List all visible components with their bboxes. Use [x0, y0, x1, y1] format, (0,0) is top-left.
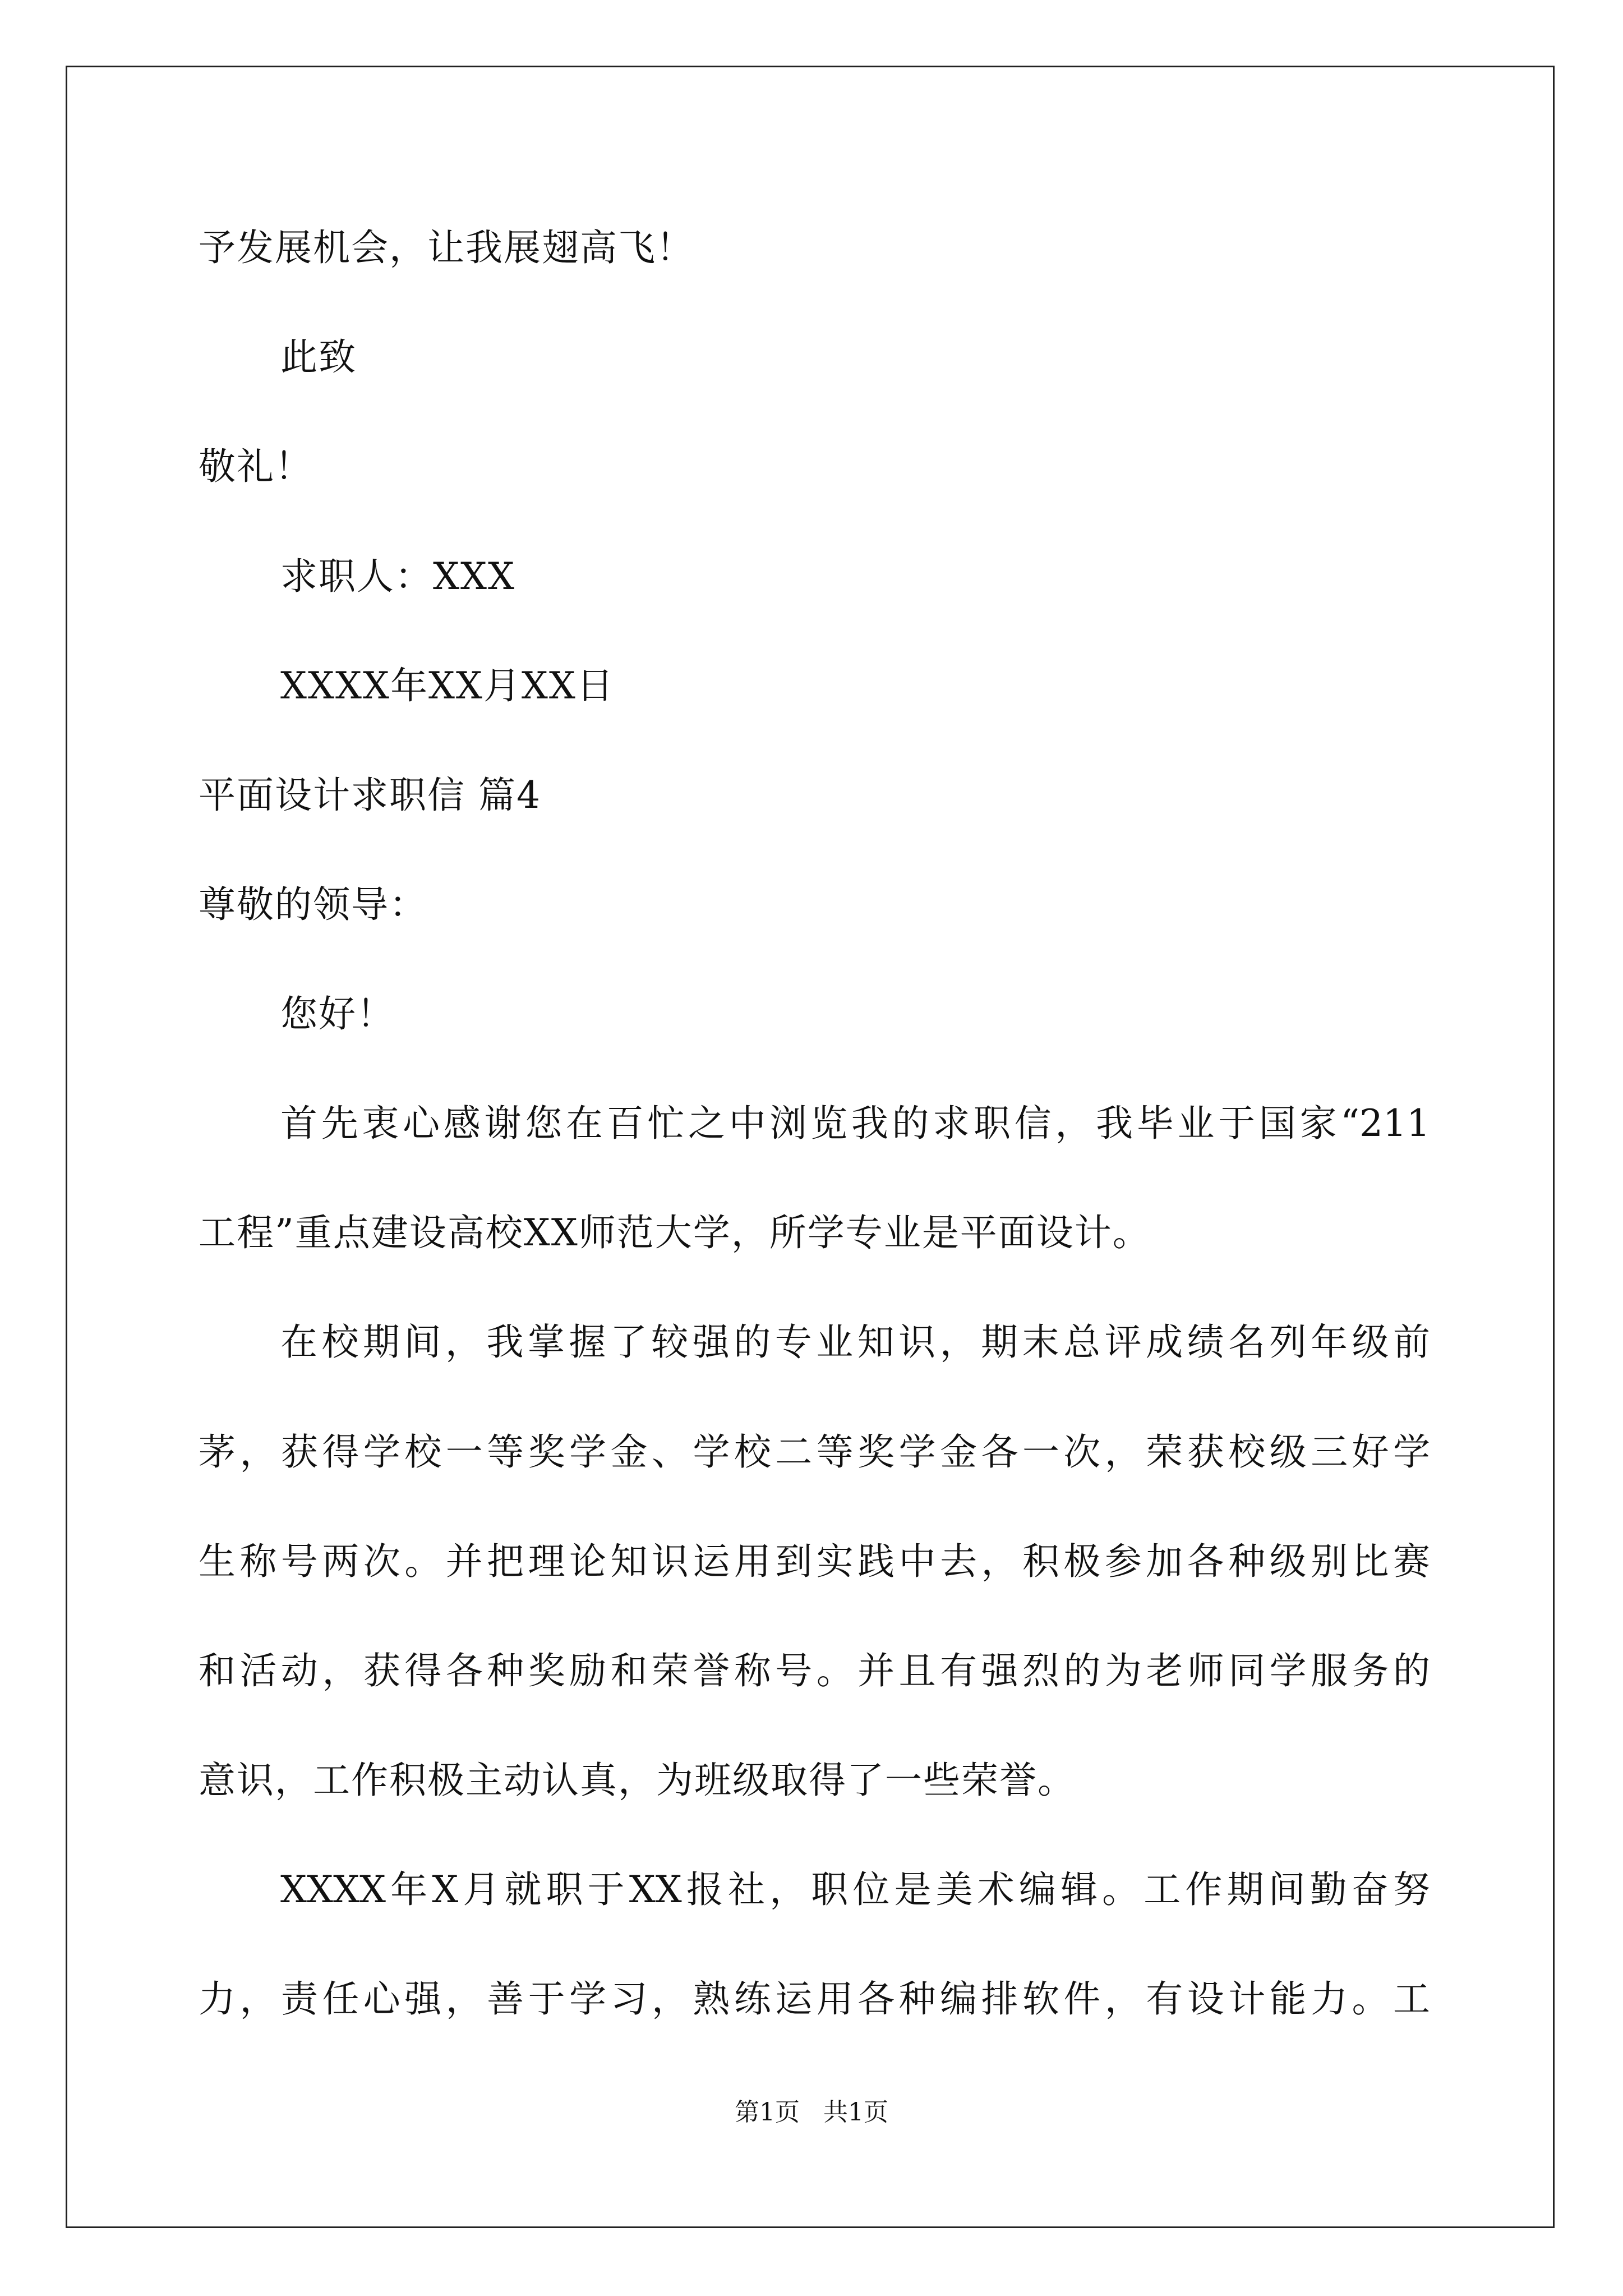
closing-salutation: 此致: [280, 335, 357, 379]
applicant-signature: 求职人：XXX: [280, 555, 515, 598]
section-heading: 平面设计求职信 篇4: [199, 774, 541, 817]
text-line: 力，责任心强，善于学习，熟练运用各种编排软件，有设计能力。工: [199, 1977, 1430, 2021]
closing-regards: 敬礼！: [199, 445, 313, 488]
greeting-hello: 您好！: [280, 992, 395, 1036]
text-line: 予发展机会，让我展翅高飞！: [199, 226, 694, 269]
text-line: 和活动，获得各种奖励和荣誉称号。并且有强烈的为老师同学服务的: [199, 1649, 1430, 1692]
letter-date: XXXX年XX月XX日: [280, 664, 615, 707]
text-line: 生称号两次。并把理论知识运用到实践中去，积极参加各种级别比赛: [199, 1540, 1430, 1583]
text-line: 茅，获得学校一等奖学金、学校二等奖学金各一次，荣获校级三好学: [199, 1430, 1430, 1474]
text-line: 首先衷心感谢您在百忙之中浏览我的求职信，我毕业于国家“211: [280, 1102, 1430, 1145]
greeting: 尊敬的领导：: [199, 883, 427, 926]
text-line: 意识，工作积极主动认真，为班级取得了一些荣誉。: [199, 1759, 1076, 1802]
text-line: 在校期间，我掌握了较强的专业知识，期末总评成绩名列年级前: [280, 1320, 1430, 1364]
text-line: 工程”重点建设高校XX师范大学，所学专业是平面设计。: [199, 1211, 1151, 1254]
text-line: XXXX年X月就职于XX报社，职位是美术编辑。工作期间勤奋努: [280, 1868, 1430, 1911]
page-footer: 第1页 共1页: [735, 2098, 888, 2127]
